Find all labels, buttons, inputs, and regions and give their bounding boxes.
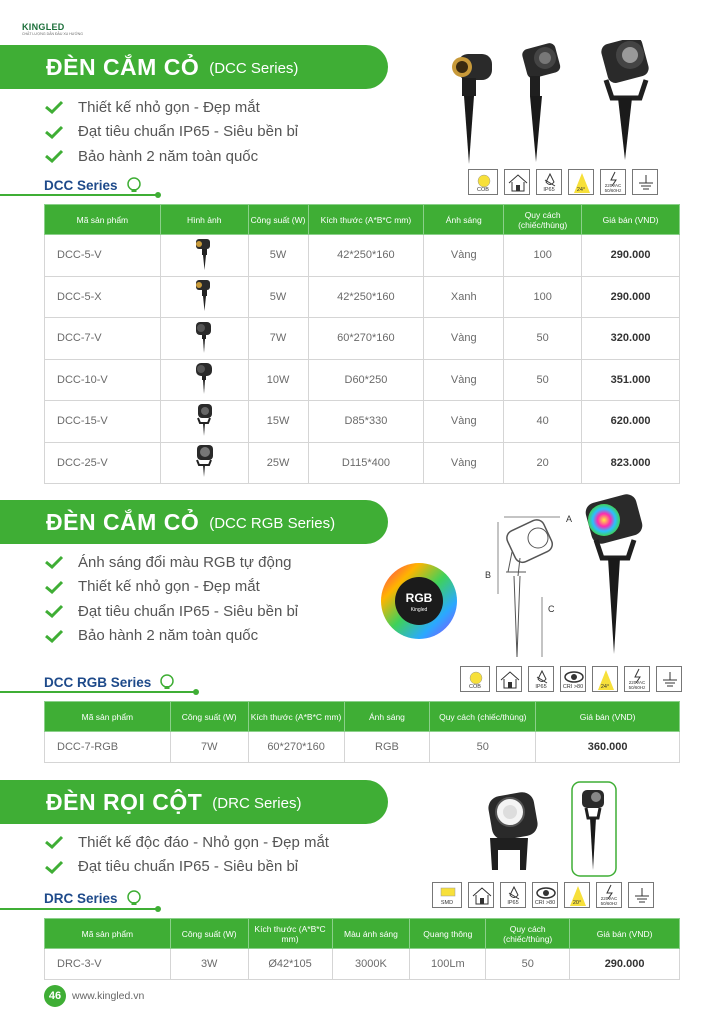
section3-series-label xyxy=(44,890,142,906)
cell-size: D85*330 xyxy=(308,401,424,443)
ip65-icon: IP65 xyxy=(528,666,554,692)
drc-spike-image xyxy=(570,780,618,878)
cell-price: 360.000 xyxy=(536,732,680,763)
check-icon xyxy=(44,149,64,163)
section1-banner xyxy=(0,45,388,89)
cell-size: 60*270*160 xyxy=(308,318,424,360)
cell-light: Vàng xyxy=(424,401,504,443)
dimension-drawing xyxy=(480,512,580,662)
bulb-icon xyxy=(159,674,175,690)
cob-icon: COB xyxy=(468,169,498,195)
th-image: Hình ảnh xyxy=(160,205,248,235)
cell-image xyxy=(160,276,248,318)
drc-product-image xyxy=(478,788,542,872)
section1-spec-icons xyxy=(468,169,658,195)
feature-item xyxy=(44,95,298,120)
product-thumb xyxy=(194,278,214,312)
section3-title: ĐÈN RỌI CỘT xyxy=(46,788,203,815)
section2-features xyxy=(44,550,298,648)
dcc-table xyxy=(44,204,680,484)
cell-pack: 100 xyxy=(504,276,582,318)
drc-table xyxy=(44,918,680,980)
cell-price: 290.000 xyxy=(582,235,680,277)
th-size: Kích thước (A*B*C mm) xyxy=(308,205,424,235)
section1-subtitle: (DCC Series) xyxy=(209,59,299,77)
cell-size: Ø42*105 xyxy=(248,949,332,980)
ip65-icon: IP65 xyxy=(536,169,562,195)
feature-text: Ánh sáng đổi màu RGB tự động xyxy=(78,553,292,571)
th-price: Giá bán (VND) xyxy=(582,205,680,235)
cell-image xyxy=(160,442,248,484)
feature-item xyxy=(44,120,298,145)
section1-series-label xyxy=(44,177,142,193)
cell-light: Vàng xyxy=(424,442,504,484)
section3-subtitle: (DRC Series) xyxy=(212,794,302,812)
feature-text: Thiết kế nhỏ gọn - Đẹp mắt xyxy=(78,578,260,596)
ground-icon xyxy=(628,882,654,908)
feature-text: Bảo hành 2 năm toàn quốc xyxy=(78,627,259,645)
cell-power: 7W xyxy=(248,318,308,360)
cell-power: 10W xyxy=(248,359,308,401)
cell-light: Vàng xyxy=(424,359,504,401)
dim-label-a: A xyxy=(566,514,573,524)
cell-price: 620.000 xyxy=(582,401,680,443)
rgb-product-image xyxy=(578,494,648,659)
section2-underline xyxy=(0,691,196,693)
check-icon xyxy=(44,555,64,569)
check-icon xyxy=(44,125,64,139)
product-thumb xyxy=(193,444,215,478)
series-text: DCC Series xyxy=(44,177,118,193)
cell-size: 42*250*160 xyxy=(308,235,424,277)
table-row xyxy=(45,235,680,277)
table-row xyxy=(45,949,680,980)
cell-size: 42*250*160 xyxy=(308,276,424,318)
series-text: DCC RGB Series xyxy=(44,674,152,690)
cell-size: 60*270*160 xyxy=(248,732,344,763)
cell-code: DCC-7-V xyxy=(45,318,161,360)
beam-angle-icon: 20° xyxy=(564,882,590,908)
spotlight-large-image xyxy=(600,40,651,160)
cell-pack: 40 xyxy=(504,401,582,443)
section1-title: ĐÈN CẮM CỎ xyxy=(46,53,200,80)
ground-icon xyxy=(632,169,658,195)
th-power: Công suất (W) xyxy=(170,919,248,949)
cell-pack: 50 xyxy=(430,732,536,763)
cell-light: Xanh xyxy=(424,276,504,318)
logo-tagline: CHẤT LƯỢNG DẪN ĐẦU XU HƯỚNG xyxy=(22,32,83,36)
indoor-outdoor-icon xyxy=(496,666,522,692)
table-row xyxy=(45,732,680,763)
check-icon xyxy=(44,860,64,874)
check-icon xyxy=(44,629,64,643)
feature-text: Đạt tiêu chuẩn IP65 - Siêu bền bỉ xyxy=(78,123,299,141)
th-pack: Quy cách (chiếc/thùng) xyxy=(486,919,570,949)
th-power: Công suất (W) xyxy=(170,702,248,732)
feature-item xyxy=(44,550,298,575)
beam-angle-icon: 24° xyxy=(592,666,618,692)
cell-power: 5W xyxy=(248,235,308,277)
feature-text: Đạt tiêu chuẩn IP65 - Siêu bền bỉ xyxy=(78,602,299,620)
table-row xyxy=(45,442,680,484)
table-row xyxy=(45,401,680,443)
feature-text: Thiết kế nhỏ gọn - Đẹp mắt xyxy=(78,98,260,116)
cell-light-color: 3000K xyxy=(332,949,410,980)
cell-size: D115*400 xyxy=(308,442,424,484)
beam-angle-icon: 24° xyxy=(568,169,594,195)
feature-item xyxy=(44,144,298,169)
indoor-outdoor-icon xyxy=(504,169,530,195)
section3-underline xyxy=(0,908,158,910)
section2-spec-icons xyxy=(460,666,682,692)
feature-item xyxy=(44,575,298,600)
check-icon xyxy=(44,835,64,849)
cob-icon: COB xyxy=(460,666,490,692)
product-thumb xyxy=(193,320,215,354)
cell-light: RGB xyxy=(344,732,430,763)
cell-code: DCC-15-V xyxy=(45,401,161,443)
dcc-rgb-table xyxy=(44,701,680,763)
cell-code: DRC-3-V xyxy=(45,949,171,980)
smd-icon: SMD xyxy=(432,882,462,908)
voltage-icon: 220VAC 50/60Hz xyxy=(624,666,650,692)
cell-pack: 50 xyxy=(504,318,582,360)
th-size: Kích thước (A*B*C mm) xyxy=(248,702,344,732)
cri-eye-icon: CRI >80 xyxy=(532,882,558,908)
feature-item xyxy=(44,855,329,880)
cell-price: 290.000 xyxy=(570,949,680,980)
rgb-subtext: Kingled xyxy=(410,607,428,613)
section3-banner xyxy=(0,780,388,824)
cell-pack: 100 xyxy=(504,235,582,277)
cell-pack: 50 xyxy=(486,949,570,980)
th-pack: Quy cách (chiếc/thùng) xyxy=(430,702,536,732)
cell-code: DCC-5-X xyxy=(45,276,161,318)
rgb-badge xyxy=(380,562,458,640)
feature-item xyxy=(44,599,298,624)
product-thumb xyxy=(193,361,215,395)
cell-image xyxy=(160,359,248,401)
indoor-outdoor-icon xyxy=(468,882,494,908)
section2-series-label xyxy=(44,674,175,690)
cell-flux: 100Lm xyxy=(410,949,486,980)
section3-features xyxy=(44,830,329,879)
feature-item xyxy=(44,624,298,649)
cell-power: 15W xyxy=(248,401,308,443)
cell-code: DCC-5-V xyxy=(45,235,161,277)
th-flux: Quang thông xyxy=(410,919,486,949)
cell-price: 351.000 xyxy=(582,359,680,401)
cell-power: 7W xyxy=(170,732,248,763)
cell-light: Vàng xyxy=(424,235,504,277)
th-light: Ánh sáng xyxy=(424,205,504,235)
th-code: Mã sản phẩm xyxy=(45,205,161,235)
cell-pack: 20 xyxy=(504,442,582,484)
brand-logo xyxy=(22,22,83,36)
cell-price: 290.000 xyxy=(582,276,680,318)
series-text: DRC Series xyxy=(44,890,118,906)
feature-item xyxy=(44,830,329,855)
th-size: Kích thước (A*B*C mm) xyxy=(248,919,332,949)
voltage-icon: 220VAC 50/60Hz xyxy=(596,882,622,908)
product-thumb xyxy=(194,237,214,271)
cell-code: DCC-10-V xyxy=(45,359,161,401)
table-row xyxy=(45,276,680,318)
page-number: 46 xyxy=(44,985,66,1007)
section3-spec-icons xyxy=(432,882,654,908)
section2-subtitle: (DCC RGB Series) xyxy=(209,514,336,532)
dcc-product-images xyxy=(440,40,670,170)
cell-light: Vàng xyxy=(424,318,504,360)
th-power: Công suất (W) xyxy=(248,205,308,235)
th-price: Giá bán (VND) xyxy=(536,702,680,732)
cell-power: 3W xyxy=(170,949,248,980)
logo-text: KINGLED xyxy=(22,22,65,32)
table-row xyxy=(45,359,680,401)
cell-power: 5W xyxy=(248,276,308,318)
th-light-color: Màu ánh sáng xyxy=(332,919,410,949)
cell-image xyxy=(160,318,248,360)
rgb-text: RGB xyxy=(405,591,433,605)
section2-title: ĐÈN CẮM CỎ xyxy=(46,508,200,535)
section1-features xyxy=(44,95,298,169)
section2-banner xyxy=(0,500,388,544)
check-icon xyxy=(44,580,64,594)
section1-underline xyxy=(0,194,158,196)
table-row xyxy=(45,318,680,360)
spotlight-small-image xyxy=(452,54,492,164)
cell-code: DCC-7-RGB xyxy=(45,732,171,763)
cri-eye-icon: CRI >80 xyxy=(560,666,586,692)
check-icon xyxy=(44,100,64,114)
website-link[interactable]: www.kingled.vn xyxy=(72,990,145,1002)
voltage-icon: 220VAC 50/60Hz xyxy=(600,169,626,195)
cell-size: D60*250 xyxy=(308,359,424,401)
check-icon xyxy=(44,604,64,618)
ip65-icon: IP65 xyxy=(500,882,526,908)
cell-price: 823.000 xyxy=(582,442,680,484)
cell-image xyxy=(160,235,248,277)
cell-image xyxy=(160,401,248,443)
dim-label-b: B xyxy=(485,570,492,580)
cell-price: 320.000 xyxy=(582,318,680,360)
th-light: Ánh sáng xyxy=(344,702,430,732)
th-pack: Quy cách (chiếc/thùng) xyxy=(504,205,582,235)
th-price: Giá bán (VND) xyxy=(570,919,680,949)
cell-power: 25W xyxy=(248,442,308,484)
dim-label-c: C xyxy=(548,604,555,614)
bulb-icon xyxy=(126,177,142,193)
product-thumb xyxy=(193,403,215,437)
feature-text: Bảo hành 2 năm toàn quốc xyxy=(78,147,259,165)
cell-pack: 50 xyxy=(504,359,582,401)
spotlight-medium-image xyxy=(521,42,562,162)
ground-icon xyxy=(656,666,682,692)
feature-text: Thiết kế độc đáo - Nhỏ gọn - Đẹp mắt xyxy=(78,833,329,851)
th-code: Mã sản phẩm xyxy=(45,702,171,732)
bulb-icon xyxy=(126,890,142,906)
feature-text: Đạt tiêu chuẩn IP65 - Siêu bền bỉ xyxy=(78,858,299,876)
th-code: Mã sản phẩm xyxy=(45,919,171,949)
cell-code: DCC-25-V xyxy=(45,442,161,484)
